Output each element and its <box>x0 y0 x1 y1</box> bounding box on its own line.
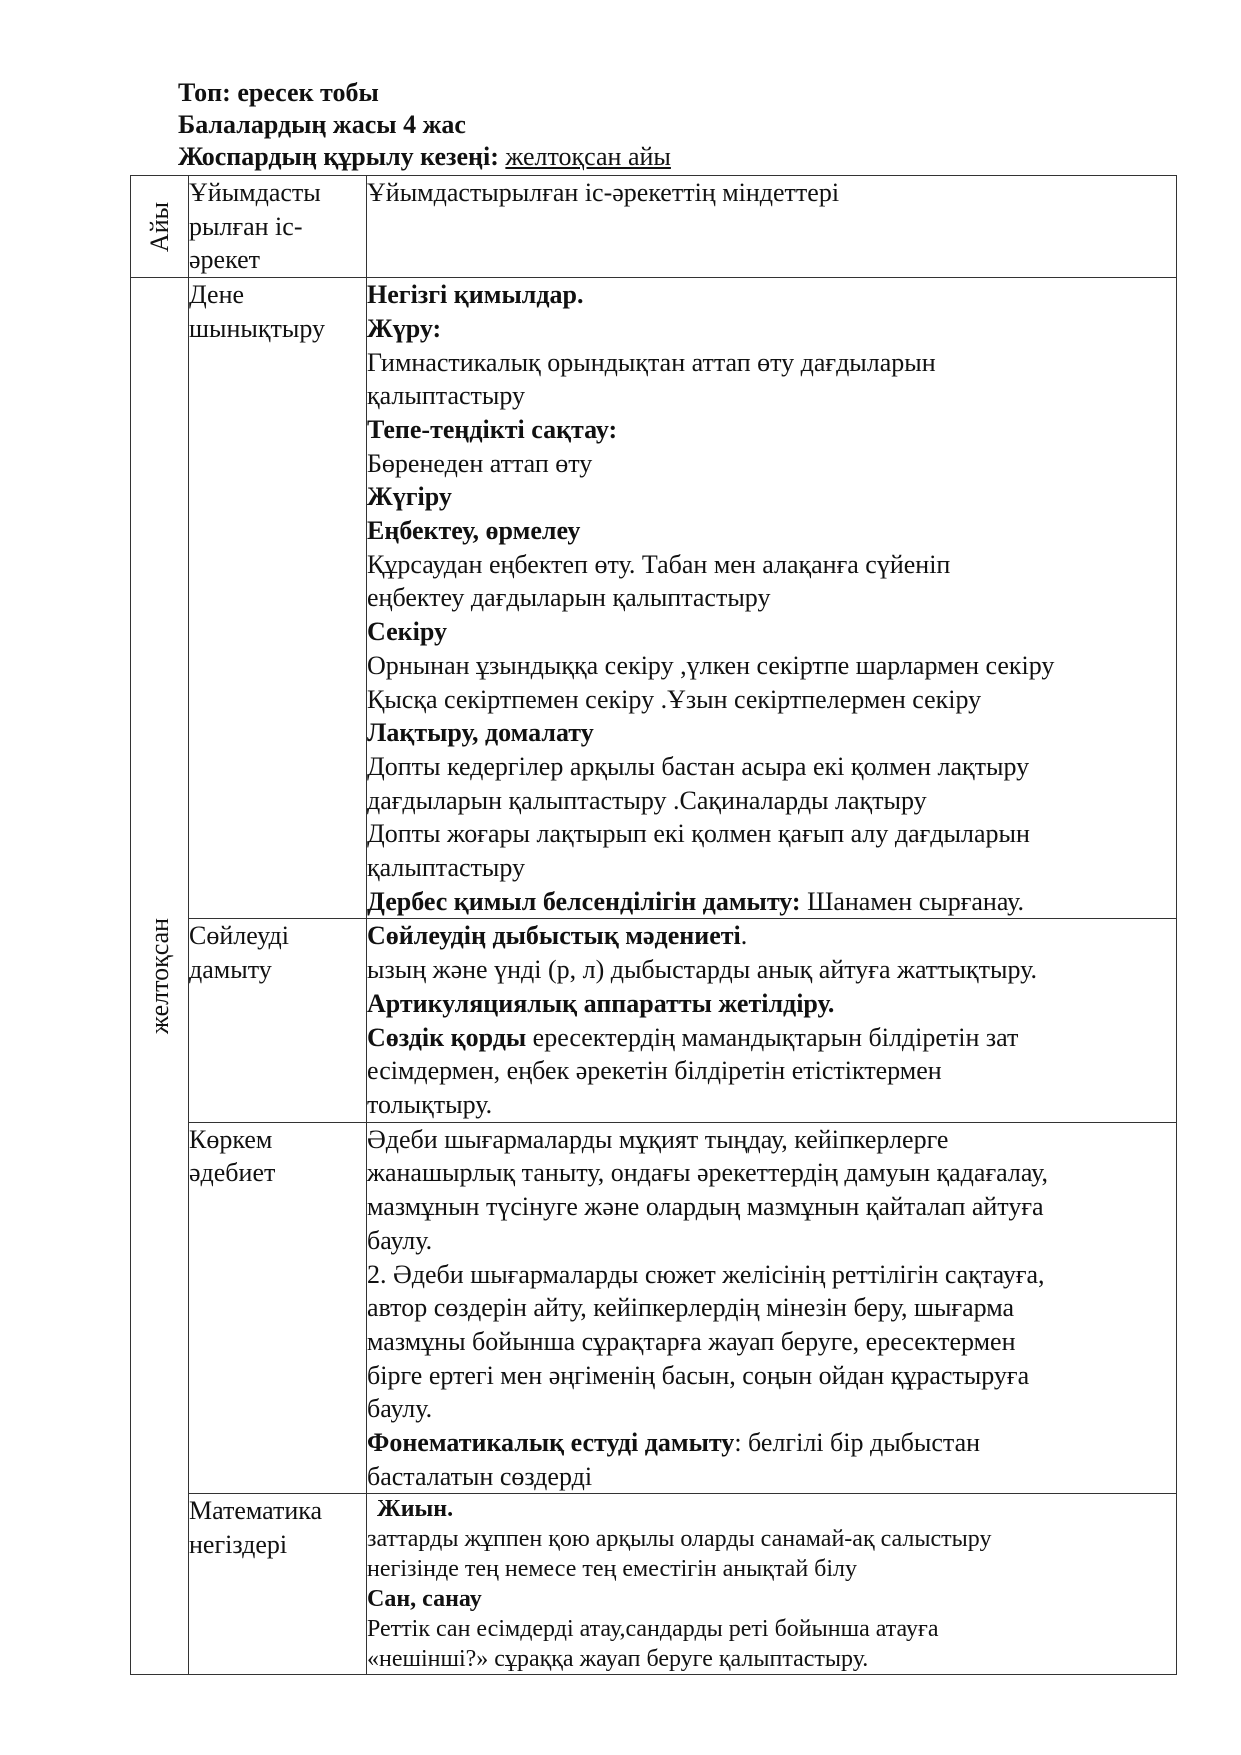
task-heading: Еңбектеу, өрмелеу <box>367 516 581 546</box>
tasks-cell-speech <box>367 919 1177 1122</box>
task-text: Қысқа секіртпемен секіру .Ұзын секіртпелермен секіру <box>367 684 982 714</box>
task-line <box>367 1054 1176 1088</box>
task-heading: Тепе-теңдікті сақтау: <box>367 414 618 444</box>
month-column-header <box>131 176 189 278</box>
task-line <box>367 1494 1176 1524</box>
task-heading: Дербес қимыл белсенділігін дамыту: <box>367 886 801 916</box>
task-text: Бөренеден аттап өту <box>367 448 593 478</box>
task-line <box>367 817 1176 851</box>
task-text: Әдеби шығармаларды мұқият тыңдау, кейіпкерлерге <box>367 1124 949 1154</box>
task-line <box>367 312 1176 346</box>
task-line <box>367 548 1176 582</box>
table-row <box>131 1494 1177 1675</box>
month-header-label: Айы <box>144 201 174 252</box>
task-text: : белгілі бір дыбыстан <box>734 1428 981 1458</box>
month-value: желтоқсан <box>144 918 174 1035</box>
task-text: Гимнастикалық орындықтан аттап өту дағдыларын <box>367 347 936 377</box>
task-line <box>367 1614 1176 1644</box>
activity-column-header <box>189 176 367 278</box>
activity-header-line: Ұйымдасты <box>189 178 321 207</box>
task-line <box>367 1584 1176 1614</box>
period-label: Жоспардың құрылу кезеңі: <box>178 142 499 171</box>
activity-name-line: Көркем <box>189 1124 273 1154</box>
task-line <box>367 784 1176 818</box>
task-line <box>367 1644 1176 1674</box>
task-text: ересектердің мамандықтарын білдіретін зат <box>526 1022 1019 1052</box>
task-heading: Сан, санау <box>367 1586 482 1613</box>
tasks-column-header: Ұйымдастырылған іс-әрекеттің міндеттері <box>367 176 1177 278</box>
task-line <box>367 1359 1176 1393</box>
task-text: заттарды жұппен қою арқылы оларды санамай-ақ салыстыру <box>367 1526 992 1553</box>
task-text: Шанамен сырғанау. <box>800 886 1024 916</box>
task-heading: Жиын. <box>377 1496 454 1523</box>
task-line <box>367 1392 1176 1426</box>
task-text: негізінде тең немесе тең еместігін анықтай білу <box>367 1556 858 1583</box>
task-line <box>367 1258 1176 1292</box>
task-line <box>367 1190 1176 1224</box>
task-line <box>367 514 1176 548</box>
activity-name-line: шынықтыру <box>189 313 325 343</box>
task-line <box>367 1291 1176 1325</box>
table-header-row <box>131 176 1177 278</box>
table-row <box>131 1122 1177 1494</box>
plan-table <box>130 175 1177 1675</box>
task-line <box>367 1156 1176 1190</box>
task-line <box>367 1325 1176 1359</box>
task-line <box>367 278 1176 312</box>
task-heading: Негізгі қимылдар. <box>367 280 584 310</box>
task-text: автор сөздерін айту, кейіпкерлердің мінезін беру, шығарма <box>367 1293 1015 1323</box>
activity-cell-math <box>189 1494 367 1675</box>
task-line <box>367 1088 1176 1122</box>
task-text: баулу. <box>367 1394 433 1424</box>
activity-cell-physical <box>189 278 367 919</box>
activity-header-line: әрекет <box>189 245 260 275</box>
task-heading: Артикуляциялық аппаратты жетілдіру. <box>367 988 835 1018</box>
task-line <box>367 480 1176 514</box>
task-line <box>367 1224 1176 1258</box>
task-text: Допты кедергілер арқылы бастан асыра екі қолмен лақтыру <box>367 751 1030 781</box>
task-heading: Жүру: <box>367 313 442 343</box>
task-line <box>367 649 1176 683</box>
task-line <box>367 447 1176 481</box>
table-row <box>131 919 1177 1122</box>
task-line <box>367 851 1176 885</box>
task-heading: Фонематикалық естуді дамыту <box>367 1428 735 1458</box>
task-line <box>367 1426 1176 1460</box>
task-heading: Сөздік қорды <box>367 1022 527 1052</box>
task-text: қалыптастыру <box>367 381 526 411</box>
group-heading: Топ: ересек тобы <box>178 78 379 107</box>
task-text: 2. Әдеби шығармаларды сюжет желісінің реттілігін сақтауға, <box>367 1259 1045 1289</box>
tasks-cell-physical <box>367 278 1177 919</box>
activity-name-line: Дене <box>189 280 245 310</box>
activity-name-line: Математика <box>189 1496 323 1526</box>
task-text: баулу. <box>367 1225 433 1255</box>
task-line <box>367 1554 1176 1584</box>
task-text: қалыптастыру <box>367 853 526 883</box>
task-text: басталатын сөздерді <box>367 1461 593 1491</box>
task-line <box>367 1460 1176 1494</box>
task-line <box>367 750 1176 784</box>
activity-cell-speech <box>189 919 367 1122</box>
activity-name-line: Сөйлеуді <box>189 921 289 951</box>
task-heading: Сөйлеудің дыбыстық мәдениеті <box>367 921 741 951</box>
task-text: есімдермен, еңбек әрекетін білдіретін етістіктермен <box>367 1056 942 1086</box>
task-text: . <box>740 921 748 951</box>
task-line <box>367 919 1176 953</box>
task-heading: Жүгіру <box>367 482 452 512</box>
task-line <box>367 987 1176 1021</box>
task-text: мазмұны бойынша сұрақтарға жауап беруге, ересектермен <box>367 1326 1016 1356</box>
period-heading <box>178 141 671 173</box>
activity-name-line: дамыту <box>189 955 272 985</box>
activity-name-line: әдебиет <box>189 1158 276 1188</box>
task-line <box>367 1021 1176 1055</box>
task-text: жанашырлық таныту, ондағы әрекеттердің дамуын қадағалау, <box>367 1158 1048 1188</box>
task-text: толықтыру. <box>367 1089 493 1119</box>
task-text: Реттік сан есімдерді атау,сандарды реті бойынша атауға <box>367 1616 939 1643</box>
task-text: «нешінші?» сұраққа жауап беруге қалыптастыру. <box>367 1646 869 1673</box>
task-line <box>367 683 1176 717</box>
month-cell <box>131 278 189 1675</box>
task-line <box>367 885 1176 919</box>
task-text: ызың және үнді (р, л) дыбыстарды анық айтуға жаттықтыру. <box>367 955 1038 985</box>
activity-header-line: рылған іс- <box>189 211 303 241</box>
task-line <box>367 1123 1176 1157</box>
task-text: Допты жоғары лақтырып екі қолмен қағып алу дағдыларын <box>367 819 1030 849</box>
task-text: мазмұнын түсінуге және олардың мазмұнын қайталап айтуға <box>367 1192 1044 1222</box>
task-line <box>367 716 1176 750</box>
activity-name-line: негіздері <box>189 1530 288 1560</box>
task-line <box>367 581 1176 615</box>
activity-cell-literature <box>189 1122 367 1494</box>
task-line <box>367 615 1176 649</box>
task-text: Орнынан ұзындыққа секіру ,үлкен секіртпе шарлармен секіру <box>367 650 1055 680</box>
task-text: Құрсаудан еңбектеп өту. Табан мен алақанға сүйеніп <box>367 549 951 579</box>
tasks-cell-literature <box>367 1122 1177 1494</box>
table-row <box>131 278 1177 919</box>
tasks-cell-math <box>367 1494 1177 1675</box>
task-text: бірге ертегі мен әңгіменің басын, соңын ойдан құрастыруға <box>367 1360 1030 1390</box>
task-text: еңбектеу дағдыларын қалыптастыру <box>367 583 771 613</box>
task-heading: Лақтыру, домалату <box>367 718 594 748</box>
task-line <box>367 346 1176 380</box>
task-line <box>367 413 1176 447</box>
task-text: дағдыларын қалыптастыру .Сақиналарды лақтыру <box>367 785 927 815</box>
task-heading: Секіру <box>367 617 447 647</box>
task-line <box>367 1524 1176 1554</box>
task-line <box>367 379 1176 413</box>
period-value: желтоқсан айы <box>505 142 671 171</box>
task-line <box>367 953 1176 987</box>
age-heading: Балалардың жасы 4 жас <box>178 110 466 139</box>
